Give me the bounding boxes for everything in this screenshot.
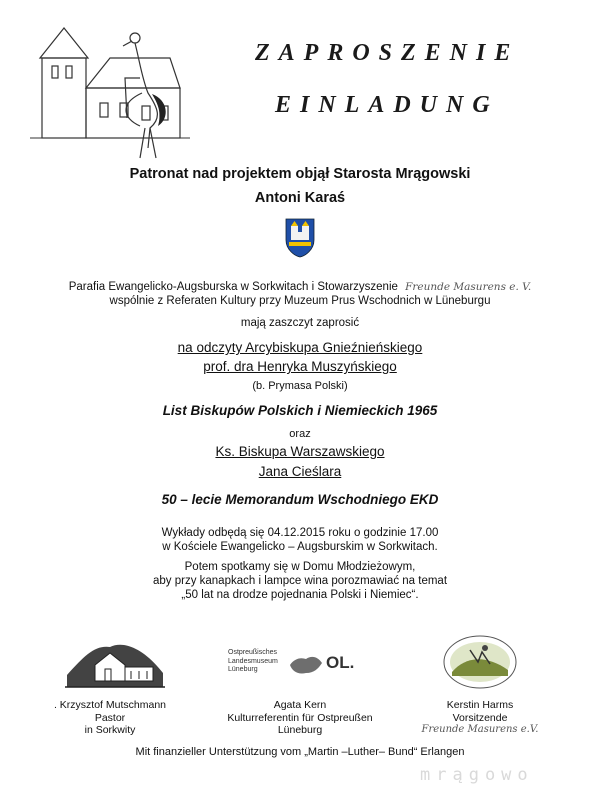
- details-reception: aby przy kanapkach i lampce wina porozmawiać na temat: [152, 575, 448, 587]
- details-topic: „50 lat na drodze pojednania Polski i Niemiec“.: [181, 589, 419, 601]
- signature-role: Pastor: [94, 711, 126, 724]
- signature-place: Freunde Masurens e.V.: [421, 724, 539, 735]
- lecture2-speaker-title: Ks. Biskupa Warszawskiego: [215, 444, 385, 459]
- organizers-text: Parafia Ewangelicko-Augsburska w Sorkwitach i Stowarzyszenie: [68, 281, 398, 293]
- organizers-line-2: wspólnie z Referaten Kultury przy Muzeum Prus Wschodnich w Lüneburgu: [109, 295, 491, 307]
- signature-name: Kerstin Harms: [446, 699, 514, 711]
- museum-logo-mark: OL.: [326, 653, 355, 672]
- association-name-script: Freunde Masurens e. V.: [405, 281, 532, 293]
- county-coat-of-arms-icon: [285, 218, 315, 258]
- lecture2-topic: 50 – lecie Memorandum Wschodniego EKD: [161, 492, 439, 507]
- title-german: EINLADUNG: [275, 92, 499, 118]
- coat-of-arms: [285, 218, 315, 258]
- details-location: w Kościele Ewangelicko – Augsburskim w Sorkwitach.: [162, 541, 438, 553]
- signature-pastor: [35, 699, 185, 737]
- association-emblem: [440, 632, 520, 692]
- signature-place: Lüneburg: [277, 724, 323, 736]
- prussia-map-icon: [288, 651, 324, 677]
- signature-name: . Krzysztof Mutschmann: [53, 699, 167, 711]
- title-polish: ZAPROSZENIE: [255, 40, 520, 66]
- invitation-phrase: mają zaszczyt zaprosić: [240, 317, 360, 329]
- signature-chairwoman: [410, 699, 550, 737]
- church-sketch-icon: [65, 635, 165, 690]
- signature-name: Agata Kern: [273, 699, 327, 711]
- organizers-line-1: [0, 280, 600, 294]
- patron-name: Antoni Karaś: [254, 190, 346, 206]
- lecture2-speaker-name: Jana Cieślara: [258, 464, 342, 479]
- patronage-line: Patronat nad projektem objął Starosta Mrągowski: [129, 166, 471, 182]
- museum-logo: [228, 645, 368, 685]
- signature-role: Vorsitzende: [452, 711, 508, 724]
- details-date: Wykłady odbędą się 04.12.2015 roku o godzinie 17.00: [161, 527, 439, 539]
- church-with-stork-drawing-icon: [30, 8, 190, 168]
- funding-note: Mit finanzieller Unterstützung vom „Martin –Luther– Bund“ Erlangen: [135, 746, 465, 758]
- lecture1-speaker-note: (b. Prymasa Polski): [252, 380, 348, 392]
- signature-cultural-officer: [210, 699, 390, 737]
- signature-place: in Sorkwity: [84, 724, 136, 736]
- museum-logo-text: Ostpreußisches Landesmuseum Lüneburg: [228, 649, 278, 673]
- association-emblem-icon: [440, 632, 520, 692]
- lecture1-speaker-title: na odczyty Arcybiskupa Gnieźnieńskiego: [177, 340, 423, 355]
- details-after: Potem spotkamy się w Domu Młodzieżowym,: [184, 561, 416, 573]
- church-sketch: [65, 635, 165, 690]
- connector-text: oraz: [289, 428, 311, 440]
- lecture1-topic: List Biskupów Polskich i Niemieckich 1965: [162, 403, 438, 418]
- church-stork-drawing: [30, 8, 190, 168]
- watermark: mrągowo: [420, 765, 534, 785]
- signature-role: Kulturreferentin für Ostpreußen: [227, 711, 373, 724]
- lecture1-speaker-name: prof. dra Henryka Muszyńskiego: [203, 359, 397, 374]
